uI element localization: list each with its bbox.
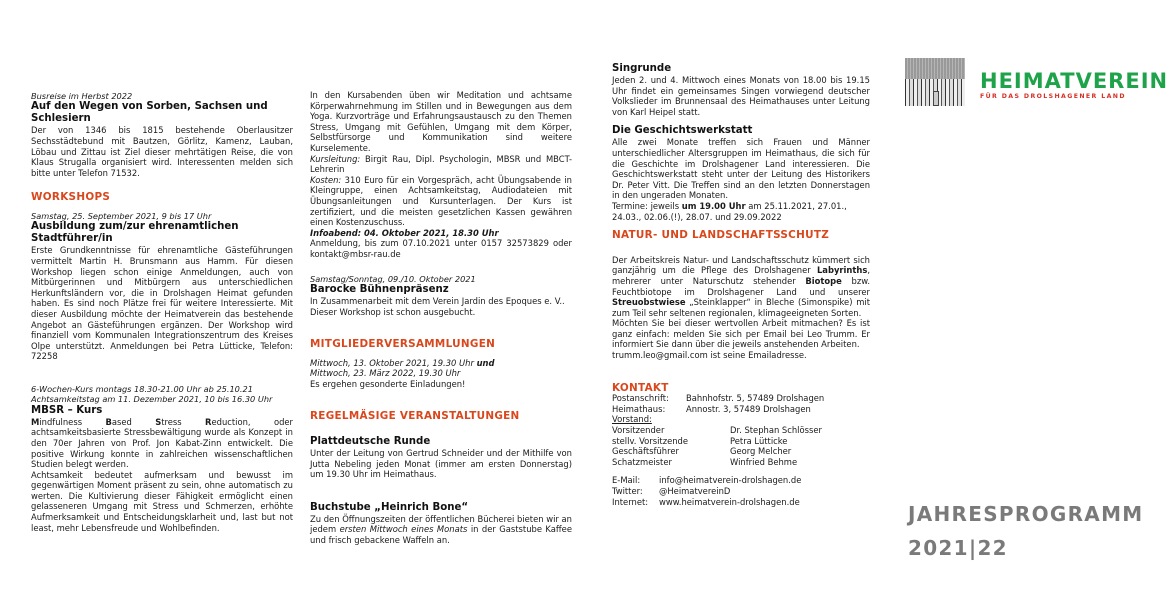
anmeldung: Anmeldung, bis zum 07.10.2021 unter 0157 32573829 oder kontakt@mbsr-rau.de xyxy=(310,238,572,259)
platt-title: Plattdeutsche Runde xyxy=(310,436,431,448)
gesch-termine: Termine: jeweils um 19.00 Uhr am 25.11.2021, 27.01., 24.03., 02.06.(!), 28.07. und 29.09.2022 xyxy=(612,200,847,222)
kontakt-online xyxy=(612,475,870,507)
buch-title: Buchstube „Heinrich Bone“ xyxy=(310,501,469,513)
cover-title-line-2: 2021|22 xyxy=(908,536,1008,560)
contact-label: Twitter: xyxy=(612,486,643,496)
section-workshops: WORKSHOPS xyxy=(31,191,111,204)
vorstand-row xyxy=(612,436,870,447)
contact-label: Internet: xyxy=(612,496,649,507)
vorstand-row xyxy=(612,457,870,468)
address-row xyxy=(612,404,870,415)
section-kontakt: KONTAKT xyxy=(612,381,669,394)
address-value: Bahnhofstr. 5, 57489 Drolshagen xyxy=(686,393,825,404)
vorstand-value: Georg Melcher xyxy=(730,446,792,457)
cover-title-line-1: JAHRESPROGRAMM xyxy=(908,502,1144,526)
half-timbered-house-icon xyxy=(905,58,965,106)
contact-value[interactable]: @HeimatvereinD xyxy=(659,486,731,496)
vorstand-label: Schatzmeister xyxy=(612,456,672,467)
vorstand-label: stellv. Vorsitzende xyxy=(612,435,689,446)
busreise-title: Auf den Wegen von Sorben, Sachsen und Schlesiern xyxy=(31,101,268,125)
cover-title xyxy=(908,497,1144,565)
busreise-intro: Busreise im Herbst 2022 xyxy=(31,91,133,101)
brand-subtitle: FÜR DAS DROLSHAGENER LAND xyxy=(980,93,1126,100)
barock-intro: Samstag/Sonntag, 09./10. Oktober 2021 xyxy=(310,273,476,284)
vorstand-label: Geschäftsführer xyxy=(612,446,679,457)
gesch-body: Alle zwei Monate treffen sich Frauen und Männer unterschiedlicher Altersgruppen im Heimathaus, die sich für die Geschichte im Drolshagener Land interessieren. Die Geschichtswerkstatt steht unter der Leitung des Historikers Dr. Peter Vitt. Die Treffen sind an den letzten Donnerstagen in den ungeraden Monaten. xyxy=(612,137,870,201)
stadtfuehrer-body: Erste Grundkenntnisse für ehrenamtliche Gästeführungen vermittelt Martin H. Brunsmann aus Hamm. Für diesen Workshop liegen schon einige Anmeldungen, auch von Mitbürgerinnen und Mitbürgern aus unterschiedlichen Herkunftsländern vor, die in Drolshagen Heimat gefunden haben. Es sind noch Plätze frei für weitere Interessierte. Mit dieser Ausbildung möchte der Heimatverein das bestehende Angebot an Gästeführungen ergänzen. Der Workshop wird finanziell vom Kommunalen Integrationszentrum des Kreises Olpe unterstützt. Anmeldungen bei Petra Lütticke, Telefon: 72258 xyxy=(31,245,293,362)
barock-body: In Zusammenarbeit mit dem Verein Jardin des Epoques e. V.. Dieser Workshop ist schon ausgebucht. xyxy=(310,295,565,317)
vorstand-label: Vorstand: xyxy=(612,414,652,425)
sing-body: Jeden 2. und 4. Mittwoch eines Monats von 18.00 bis 19.15 Uhr findet ein gemeinsames Singen vorwiegend deutscher Volkslieder im Brunnensaal des Heimathauses unter Leitung von Karl Heipel statt. xyxy=(612,75,870,117)
contact-row xyxy=(612,486,870,497)
column-3 xyxy=(612,63,870,507)
mbsr-intro-1: 6-Wochen-Kurs montags 18.30-21.00 Uhr ab 25.10.21 xyxy=(31,383,253,394)
sing-title: Singrunde xyxy=(612,63,672,74)
section-natur: NATUR- UND LANDSCHAFTSSCHUTZ xyxy=(612,229,830,242)
heimatverein-logo xyxy=(905,58,1168,106)
vorstand-list xyxy=(612,425,870,467)
address-label: Heimathaus: xyxy=(612,403,666,414)
contact-row xyxy=(612,497,870,508)
mbsr-title: MBSR – Kurs xyxy=(31,404,103,416)
vorstand-label: Vorsitzender xyxy=(612,425,665,436)
vorstand-value: Petra Lütticke xyxy=(730,435,788,446)
kontakt-address xyxy=(612,393,870,414)
mbsr-continued: In den Kursabenden üben wir Meditation und achtsame Körperwahrnehmung im Stillen und in Bewegungen aus dem Yoga. Kurzvorträge und Erfahrungsaustausch zu den Themen Stress, Umgang mit Gefühlen, Umgang mit dem Körper, Selbstfürsorge und Kommunikation sind weitere Kurselemente. xyxy=(310,90,572,153)
section-regelmaessige-veranstaltungen: REGELMÄSIGE VERANSTALTUNGEN xyxy=(310,410,520,423)
contact-label: E-Mail: xyxy=(612,475,641,486)
natur-mitmachen: Möchten Sie bei dieser wertvollen Arbeit mitmachen? Es ist ganz einfach: melden Sie sich per Email bei Leo Trumm. Er informiert Sie dann über die jeweils anstehenden Arbeiten. xyxy=(612,318,870,350)
buch-body: Zu den Öffnungszeiten der öffentlichen Bücherei bieten wir an jedem ersten Mittwoch eines Monats in der Gaststube Kaffee und frisch gebackene Waffeln an. xyxy=(310,513,572,546)
mitglieder-date-2: Mittwoch, 23. März 2022, 19.30 Uhr xyxy=(310,368,461,379)
vorstand-row xyxy=(612,425,870,436)
contact-value[interactable]: www.heimatverein-drolshagen.de xyxy=(659,496,800,507)
contact-value[interactable]: info@heimatverein-drolshagen.de xyxy=(659,475,802,486)
vorstand-row xyxy=(612,446,870,457)
column-2 xyxy=(310,90,572,546)
contact-row xyxy=(612,475,870,486)
column-1 xyxy=(31,91,293,533)
platt-body: Unter der Leitung von Gertrud Schneider und der Mithilfe von Jutta Nebeling jeden Monat (immer am ersten Donnerstag) um 19.30 Uhr im Heimathaus. xyxy=(310,448,572,480)
barock-title: Barocke Bühnenpräsenz xyxy=(310,283,449,295)
kosten: Kosten: 310 Euro für ein Vorgespräch, acht Übungsabende in Kleingruppe, einen Achtsamkeitstag, Audiodateien mit Übungsanleitungen und Kursunterlagen. Der Kurs ist zertifiziert, und die meisten gesetzlichen Kassen gewähren einen Kostenzuschuss. xyxy=(310,174,572,228)
address-row xyxy=(612,393,870,404)
gesch-title: Die Geschichtswerkstatt xyxy=(612,125,753,137)
natur-email-line: trumm.leo@gmail.com ist seine Emailadresse. xyxy=(612,350,807,361)
natur-body: Der Arbeitskreis Natur- und Landschaftsschutz kümmert sich ganzjährig um die Pflege des Drolshagener Labyrinths, mehrerer unter Naturschutz stehender Biotope bzw. Feuchtbiotope im Drolshagener Land und unserer Streuobstwiese „Steinklapper“ in Bleche (Simonspike) mit zum Teil sehr seltenen regionalen, klimageeigneten Sorten. xyxy=(612,254,870,318)
mbsr-intro-2: Achtsamkeitstag am 11. Dezember 2021, 10 bis 16.30 Uhr xyxy=(31,394,273,405)
brand-name: HEIMATVEREIN xyxy=(980,69,1169,93)
busreise-body: Der von 1346 bis 1815 bestehende Oberlausitzer Sechsstädtebund mit Bautzen, Görlitz, Kamenz, Lauban, Löbau und Zittau ist Ziel dieser mehrtätigen Reise, die von Klaus Strugalla organisiert wird. Interessenten melden sich bitte unter Telefon 71532. xyxy=(31,125,293,178)
kursleitung: Kursleitung: Birgit Rau, Dipl. Psychologin, MBSR und MBCT-Lehrerin xyxy=(310,153,572,175)
mitglieder-date-1: Mittwoch, 13. Oktober 2021, 19.30 Uhr und xyxy=(310,357,495,368)
mbsr-body-2: Achtsamkeit bedeutet aufmerksam und bewusst im gegenwärtigen Moment präsent zu sein, ohne automatisch zu werten. Die Kultivierung dieser Fähigkeit ermöglicht einen gelasseneren Umgang mit Stress und Schmerzen, erhöhte Aufmerksamkeit und Entscheidungsklarheit und, last but not least, mehr Lebensfreude und Wohlbefinden. xyxy=(31,469,293,533)
mitglieder-note: Es ergehen gesonderte Einladungen! xyxy=(310,378,466,389)
natur-email-link[interactable]: trumm.leo@gmail.com xyxy=(612,350,708,361)
stadtfuehrer-intro: Samstag, 25. September 2021, 9 bis 17 Uhr xyxy=(31,210,212,221)
address-value: Annostr. 3, 57489 Drolshagen xyxy=(686,403,811,414)
vorstand-value: Dr. Stephan Schlösser xyxy=(730,425,822,436)
vorstand-value: Winfried Behme xyxy=(730,456,798,467)
section-mitgliederversammlungen: MITGLIEDERVERSAMMLUNGEN xyxy=(310,338,496,351)
address-label: Postanschrift: xyxy=(612,393,669,404)
stadtfuehrer-title: Ausbildung zum/zur ehrenamtlichen Stadtführer/in xyxy=(31,221,239,245)
mbsr-body-1: Mindfulness Based Stress Reduction, oder achtsamkeitsbasierte Stressbewältigung wurde als Konzept in den 70er Jahren von Prof. Jon Kabat-Zinn entwickelt. Die positive Wirkung konnte in zahlreichen wissenschaftlichen Studien belegt werden. xyxy=(31,416,293,470)
infoabend: Infoabend: 04. Oktober 2021, 18.30 Uhr xyxy=(310,227,499,238)
